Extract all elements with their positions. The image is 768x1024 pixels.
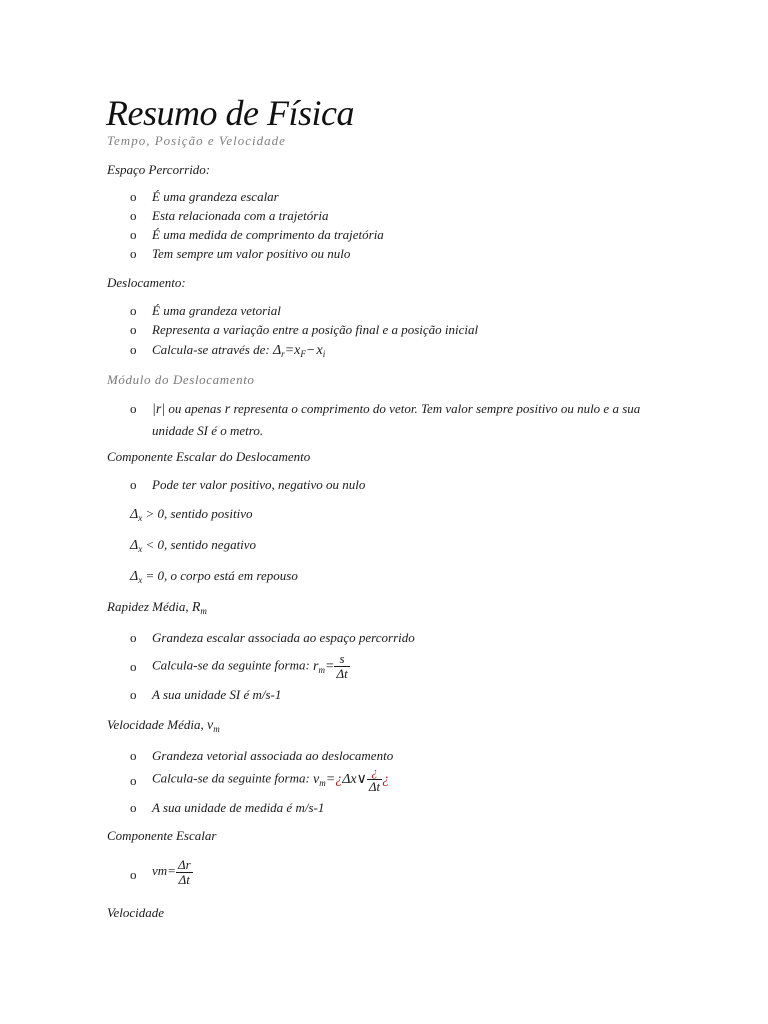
list-item-text: A sua unidade de medida é m/s-1 [152,800,325,815]
average-velocity-formula: $v_m=¿\Delta x\vee$ $\frac{¿}{\Delta t}$ ¿ [313,764,390,794]
average-speed-formula: $r_m=$ $\frac{s}{\Delta t}$ [313,651,348,681]
bullet-marker: o [130,867,137,882]
list-item-text: Grandeza vetorial associada ao deslocamento [152,748,394,763]
bullet-marker: o [130,189,137,204]
sign-case-positive: $\Delta_x > 0$, sentido positivo [130,506,253,523]
bullet-marker: o [130,748,137,763]
document-subtitle: Tempo, Posição e Velocidade [107,133,286,148]
list-item-text: Tem sempre um valor positivo ou nulo [152,246,351,261]
list-item [130,227,384,243]
bullet-marker: o [130,687,137,702]
bullet-marker: o [130,630,137,645]
list-item-text: Calcula-se da seguinte forma: [152,770,314,786]
list-item [130,687,282,703]
bullet-marker: o [130,322,137,337]
section-heading-velocidade-media: Velocidade Média, $v_m$ [107,717,220,734]
list-item [130,748,394,764]
sign-case-zero: $\Delta_x = 0$, o corpo está em repouso [130,568,298,585]
section-heading-componente-escalar: Componente Escalar [107,828,217,843]
section-heading-componente: Componente Escalar do Deslocamento [107,449,311,464]
list-item: o |r| ou apenas r representa o comprimento do vetor. Tem valor sempre positivo ou nulo e a sua unidade SI é o metro. [152,398,657,441]
list-item [130,189,279,205]
list-item [130,764,390,794]
list-item-text: Representa a variação entre a posição final e a posição inicial [152,322,479,337]
list-item [130,857,193,887]
list-item [130,651,350,681]
document-title: Resumo de Física [106,93,354,133]
section-heading-modulo: Módulo do Deslocamento [107,372,255,387]
bullet-marker: o [130,303,137,318]
list-item-text: A sua unidade SI é m/s-1 [152,687,282,702]
bullet-marker: o [130,800,137,815]
list-item-text: É uma medida de comprimento da trajetória [152,227,384,242]
bullet-marker: o [130,773,137,788]
list-item [130,630,415,646]
section-heading-deslocamento: Deslocamento: [107,275,186,290]
list-item [130,322,479,338]
bullet-marker: o [130,227,137,242]
displacement-formula: $\Delta_r=x_F-$ $x_i$ [272,343,326,359]
bullet-marker: o [130,246,137,261]
bullet-marker: o [130,401,137,416]
list-item-text: É uma grandeza vetorial [152,303,281,318]
list-item [130,342,326,359]
bullet-marker: o [130,342,137,357]
list-item [130,800,325,816]
sign-case-negative: $\Delta_x < 0$, sentido negativo [130,537,257,554]
list-item [130,246,351,262]
list-item [130,477,366,493]
list-item-text: Calcula-se através de: [152,342,273,357]
magnitude-symbol: |r| [152,402,166,417]
bullet-marker: o [130,477,137,492]
list-item-text: É uma grandeza escalar [152,189,279,204]
scalar-component-formula: vm= $\frac{\Delta r}{\Delta t}$ [152,857,191,887]
bullet-marker: o [130,208,137,223]
list-item-text: Calcula-se da seguinte forma: [152,657,314,673]
section-heading-rapidez: Rapidez Média, $R_m$ [107,599,207,616]
list-item [130,303,281,319]
list-item-text: Pode ter valor positivo, negativo ou nulo [152,477,366,492]
section-heading-espaco: Espaço Percorrido: [107,162,211,177]
bullet-marker: o [130,659,137,674]
section-heading-velocidade: Velocidade [107,905,165,920]
list-item [130,208,329,224]
list-item-text: Esta relacionada com a trajetória [152,208,329,223]
list-item-text: Grandeza escalar associada ao espaço percorrido [152,630,415,645]
